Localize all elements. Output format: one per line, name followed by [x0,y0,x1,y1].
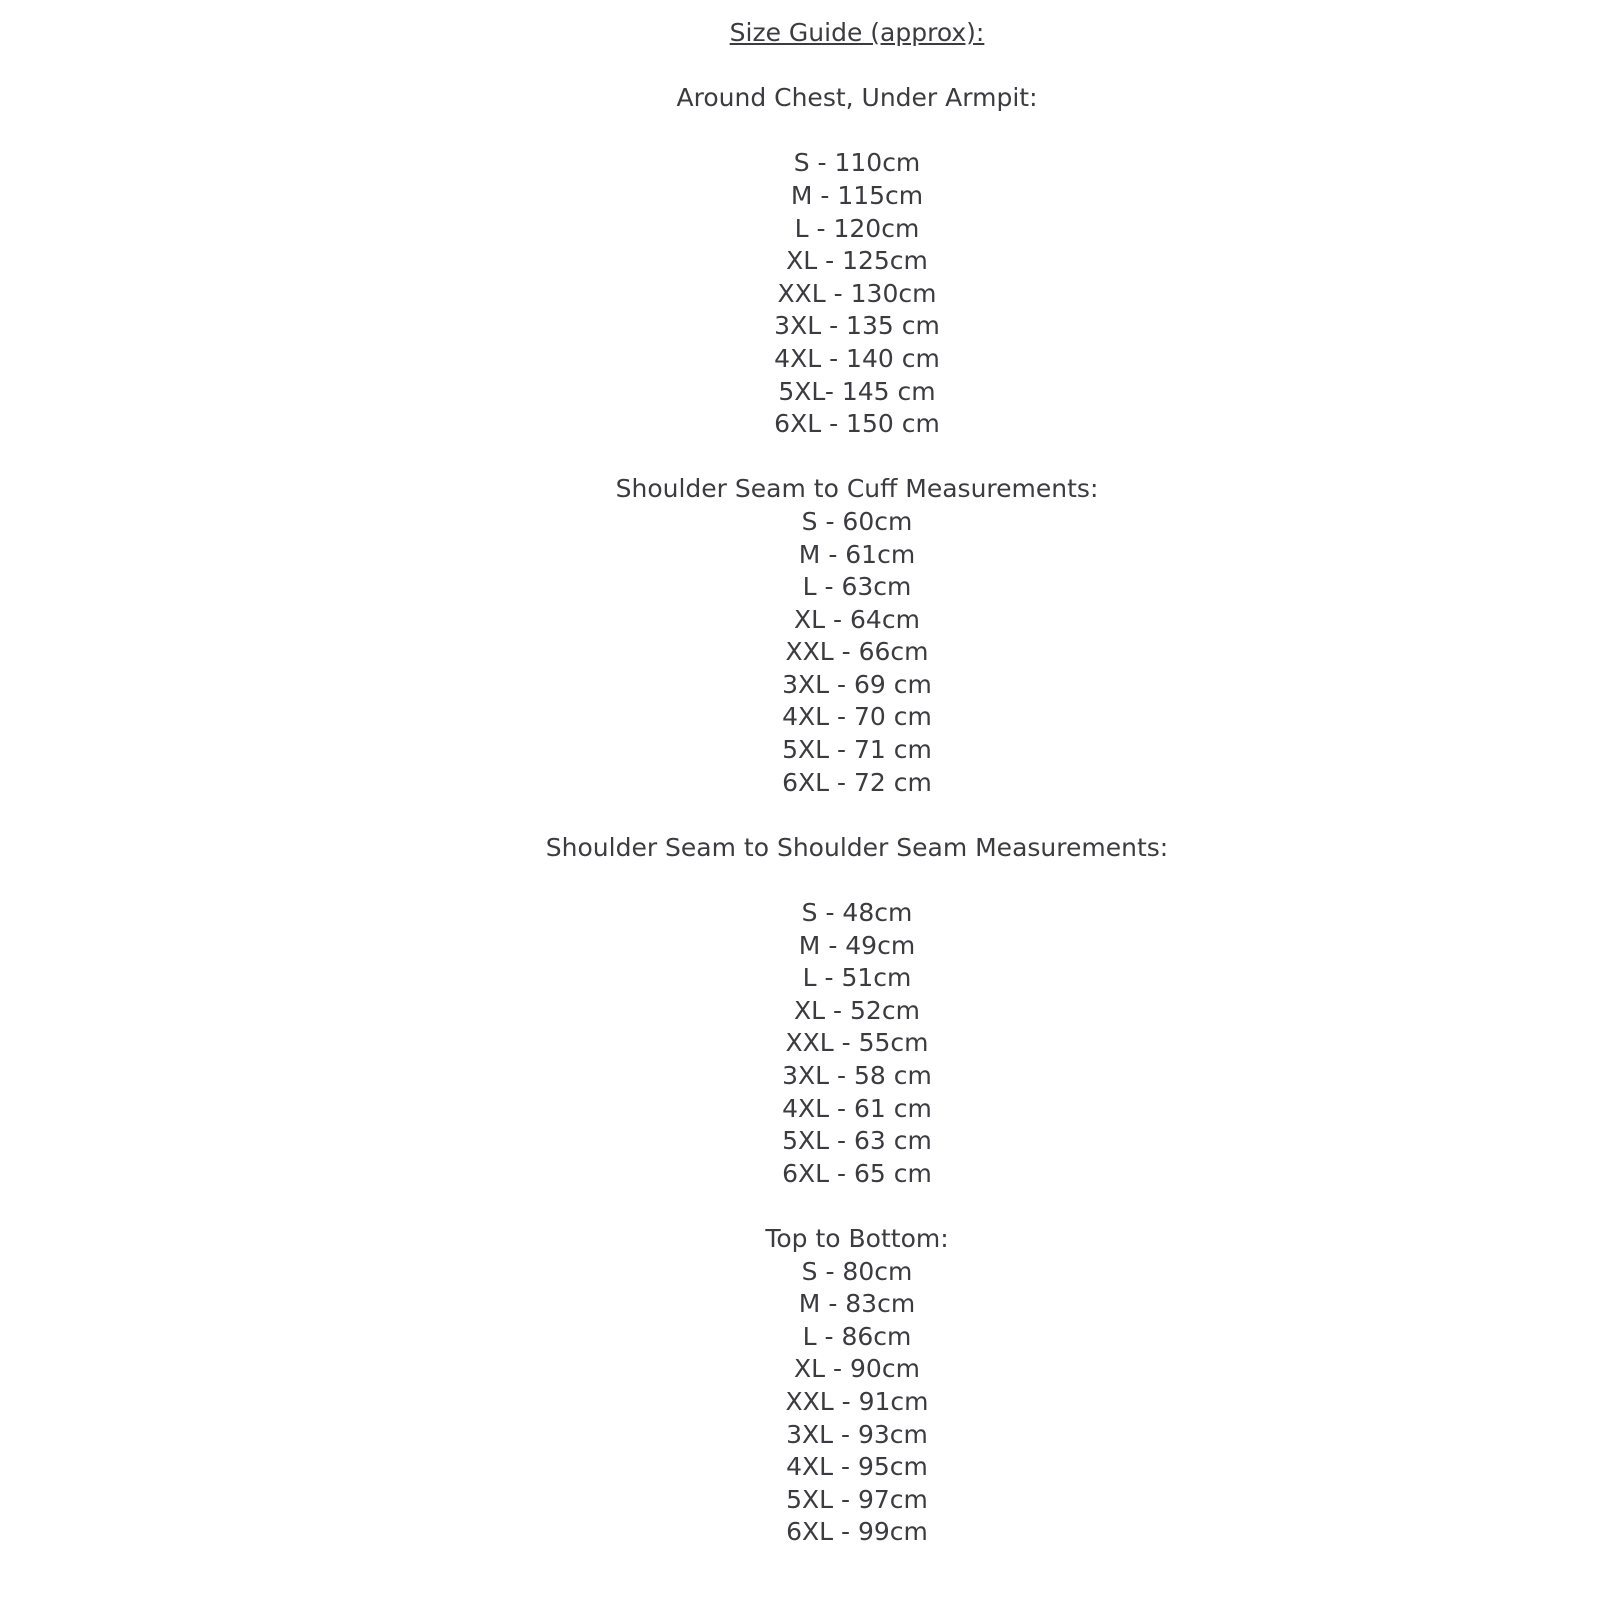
size-row: 5XL- 145 cm [778,376,936,406]
size-row: 6XL - 150 cm [774,409,940,439]
size-row: M - 83cm [798,1289,916,1319]
section-heading: Top to Bottom: [765,1223,949,1253]
size-row: M - 49cm [798,930,916,960]
size-row: 5XL - 71 cm [782,735,932,765]
section-heading: Shoulder Seam to Shoulder Seam Measurements: [545,832,1169,862]
section-items [57,897,1600,1190]
size-row: 6XL - 65 cm [782,1158,932,1188]
size-row: XXL - 91cm [785,1386,929,1416]
size-row: 4XL - 95cm [786,1452,928,1482]
size-row: 5XL - 97cm [786,1484,928,1514]
size-row: 3XL - 69 cm [782,669,932,699]
size-row: M - 115cm [790,180,924,210]
size-row: XL - 52cm [794,995,920,1025]
size-row: 4XL - 61 cm [782,1093,932,1123]
section-items [57,1256,1600,1549]
section-heading: Around Chest, Under Armpit: [676,83,1038,113]
section-heading: Shoulder Seam to Cuff Measurements: [615,474,1099,504]
size-row: XXL - 66cm [785,637,929,667]
size-row: XXL - 130cm [777,278,937,308]
size-row: 6XL - 99cm [786,1517,928,1547]
size-row: S - 80cm [801,1256,913,1286]
size-row: S - 48cm [801,898,913,928]
section-items [57,506,1600,799]
size-row: XXL - 55cm [785,1028,929,1058]
size-row: L - 51cm [802,963,912,993]
size-row: L - 63cm [802,572,912,602]
size-row: 3XL - 58 cm [782,1061,932,1090]
size-row: M - 61cm [798,539,916,569]
size-row: L - 86cm [802,1321,912,1351]
size-row: 6XL - 72 cm [782,767,932,797]
size-row: L - 120cm [794,213,920,243]
size-row: XL - 64cm [794,604,920,634]
size-row: S - 60cm [801,506,913,536]
size-guide-sections [57,82,1600,1549]
section-items [57,147,1600,440]
size-row: 3XL - 93cm [786,1419,928,1449]
page-title: Size Guide (approx): [729,18,985,47]
size-row: 4XL - 70 cm [782,702,932,732]
size-row: 4XL - 140 cm [774,343,940,373]
size-row: 3XL - 135 cm [774,311,940,341]
size-guide-document [57,0,1600,1549]
size-row: XL - 90cm [794,1354,920,1384]
size-row: S - 110cm [793,148,921,178]
size-row: XL - 125cm [786,246,928,276]
size-row: 5XL - 63 cm [782,1126,932,1156]
